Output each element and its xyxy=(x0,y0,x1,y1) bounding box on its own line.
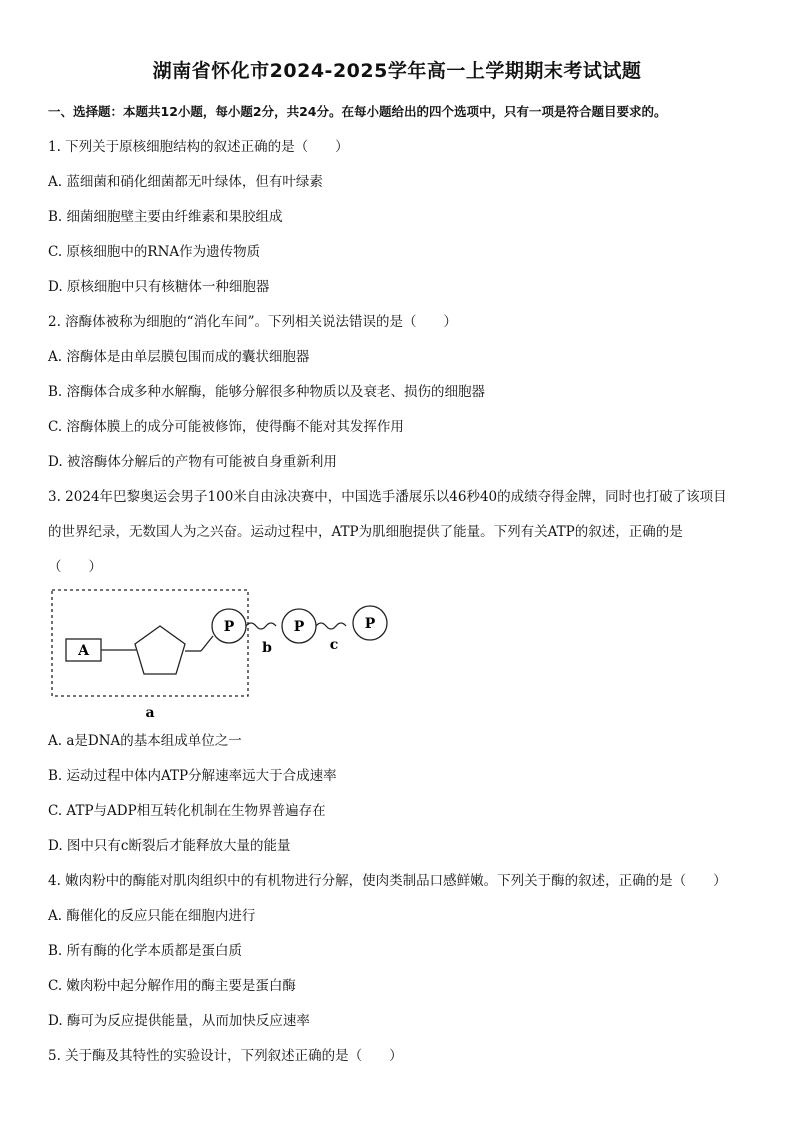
question-4-stem: 4. 嫩肉粉中的酶能对肌肉组织中的有机物进行分解，使肉类制品口感鲜嫩。下列关于酶的叙述，正确的是（ ） xyxy=(48,873,727,889)
question-4-option-d: D. 酶可为反应提供能量，从而加快反应速率 xyxy=(48,1013,310,1029)
question-4-option-b: B. 所有酶的化学本质都是蛋白质 xyxy=(48,943,243,959)
phosphate-3-label: P xyxy=(364,616,376,632)
question-1-stem: 1. 下列关于原核细胞结构的叙述正确的是（ ） xyxy=(48,139,349,155)
question-3-stem-line-1: 3. 2024年巴黎奥运会男子100米自由泳决赛中，中国选手潘展乐以46秒40的成绩夺得金牌，同时也打破了该项目 xyxy=(48,489,727,505)
atp-structure-diagram xyxy=(0,580,420,725)
phosphate-1-label: P xyxy=(223,619,235,635)
question-1-option-d: D. 原核细胞中只有核糖体一种细胞器 xyxy=(48,279,270,295)
question-3-option-a: A. a是DNA的基本组成单位之一 xyxy=(48,733,242,749)
question-2-option-d: D. 被溶酶体分解后的产物有可能被自身重新利用 xyxy=(48,454,337,470)
question-2-stem: 2. 溶酶体被称为细胞的“消化车间”。下列相关说法错误的是（ ） xyxy=(48,314,457,330)
high-energy-bond-b xyxy=(246,623,276,629)
phosphate-2-label: P xyxy=(293,619,305,635)
question-4-option-a: A. 酶催化的反应只能在细胞内进行 xyxy=(48,908,256,924)
question-3-option-d: D. 图中只有c断裂后才能释放大量的能量 xyxy=(48,838,291,854)
ribose-pentagon xyxy=(135,626,185,674)
adenine-label: A xyxy=(78,643,89,659)
question-3-stem-line-2: 的世界纪录，无数国人为之兴奋。运动过程中，ATP为肌细胞提供了能量。下列有关ATP的叙述，正确的是 xyxy=(48,524,683,540)
group-a-label: a xyxy=(145,705,155,721)
page-title: 湖南省怀化市2024-2025学年高一上学期期末考试试题 xyxy=(152,60,642,82)
question-1-option-c: C. 原核细胞中的RNA作为遗传物质 xyxy=(48,244,261,260)
question-4-option-c: C. 嫩肉粉中起分解作用的酶主要是蛋白酶 xyxy=(48,978,296,994)
question-1-option-b: B. 细菌细胞壁主要由纤维素和果胶组成 xyxy=(48,209,283,225)
question-5-stem: 5. 关于酶及其特性的实验设计，下列叙述正确的是（ ） xyxy=(48,1048,403,1064)
question-3-stem-line-3: （ ） xyxy=(48,559,102,575)
question-2-option-a: A. 溶酶体是由单层膜包围而成的囊状细胞器 xyxy=(48,349,310,365)
section-heading: 一、选择题：本题共12小题，每小题2分，共24分。在每小题给出的四个选项中，只有一项是符合题目要求的。 xyxy=(48,104,667,119)
question-2-option-b: B. 溶酶体合成多种水解酶，能够分解很多种物质以及衰老、损伤的细胞器 xyxy=(48,384,486,400)
question-1-option-a: A. 蓝细菌和硝化细菌都无叶绿体，但有叶绿素 xyxy=(48,174,323,190)
high-energy-bond-c xyxy=(316,623,346,629)
question-2-option-c: C. 溶酶体膜上的成分可能被修饰，使得酶不能对其发挥作用 xyxy=(48,419,404,435)
ribose-phosphate-bond xyxy=(201,636,213,651)
bond-c-label: c xyxy=(329,637,339,653)
question-3-option-c: C. ATP与ADP相互转化机制在生物界普遍存在 xyxy=(48,803,326,819)
question-3-option-b: B. 运动过程中体内ATP分解速率远大于合成速率 xyxy=(48,768,337,784)
bond-b-label: b xyxy=(262,640,272,656)
